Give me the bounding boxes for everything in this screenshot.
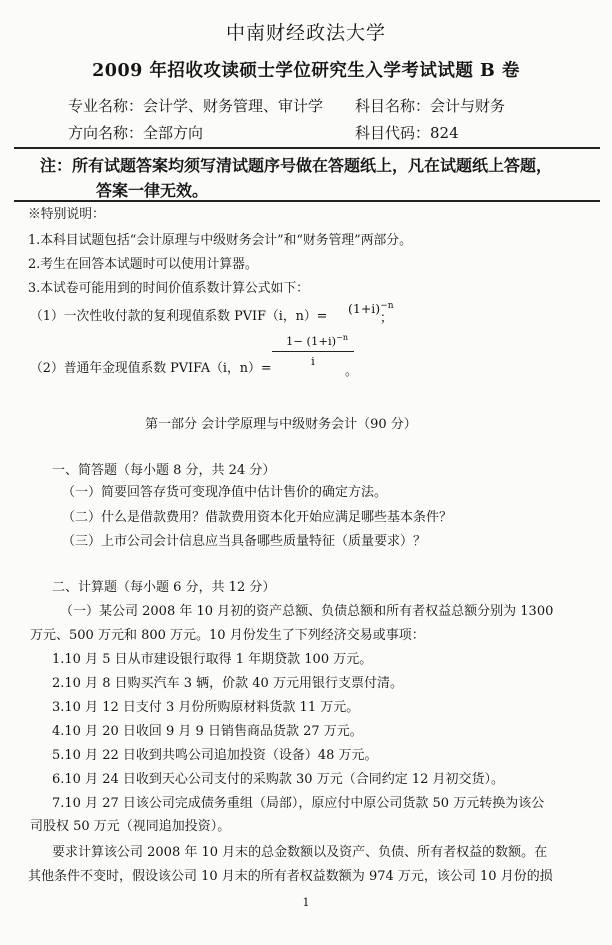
formula2-label: （2）普通年金现值系数 PVIFA（i，n）= [30,361,272,376]
q1-item: 1.10 月 5 日从市建设银行取得 1 年期贷款 100 万元。 [52,652,373,667]
instructions-title: ※特别说明： [28,207,105,222]
instruction-item: 3.本试卷可能用到的时间价值系数计算公式如下： [28,281,309,296]
q1-item: 2.10 月 8 日购买汽车 3 辆，价款 40 万元用银行支票付清。 [52,676,403,691]
q1-item: 3.10 月 12 日支付 3 月份所购原材料货款 11 万元。 [52,700,360,715]
page-number: 1 [302,896,310,909]
q1-item: 4.10 月 20 日收回 9 月 9 日销售商品货款 27 万元。 [52,724,363,739]
formula1-end: ； [380,311,393,326]
q1-requirement-line2: 其他条件不变时，假设该公司 10 月末的所有者权益数额为 974 万元，该公司 10 月份的损 [28,869,553,884]
formula1-exponent: −n [380,301,394,311]
q1-requirement-line1: 要求计算该公司 2008 年 10 月末的总金数额以及资产、负债、所有者权益的数额。在 [52,845,548,860]
instruction-item: 1.本科目试题包括“会计原理与中级财务会计”和“财务管理”两部分。 [28,233,412,248]
formula2-denominator: i [311,354,315,368]
university-name: 中南财经政法大学 [225,22,386,44]
formula2-numerator [272,333,362,348]
section1-question: （二）什么是借款费用？借款费用资本化开始应满足哪些基本条件？ [62,510,453,525]
part1-title: 第一部分 会计学原理与中级财务会计（90 分） [145,417,417,432]
notice-top-rule [14,147,600,149]
formula2-num-base: 1− (1+i) [285,333,337,348]
formula2-end: 。 [345,364,358,379]
section2-title: 二、计算题（每小题 6 分，共 12 分） [52,580,276,595]
formula1-label: （1）一次性收付款的复利现值系数 PVIF（i，n）= [30,309,328,324]
q1-item: 5.10 月 22 日收到共鸣公司追加投资（设备）48 万元。 [52,748,378,763]
q1-item7-line2: 司股权 50 万元（视同追加投资）。 [30,819,231,834]
q1-intro-line1: （一）某公司 2008 年 10 月初的资产总额、负债总额和所有者权益总额分别为 1300 [60,604,554,619]
major-label: 专业名称：会计学、财务管理、审计学 [68,97,324,115]
section1-question: （三）上市公司会计信息应当具备哪些质量特征（质量要求）？ [62,534,427,549]
notice-line-1: 注：所有试题答案均须写清试题序号做在答题纸上，凡在试题纸上答题， [40,156,553,175]
q1-item: 6.10 月 24 日收到天心公司支付的采购款 30 万元（合同约定 12 月初交货）。 [52,772,504,787]
formula1-base: (1+i) [348,301,381,317]
section1-title: 一、简答题（每小题 8 分，共 24 分） [52,463,276,478]
notice-bottom-rule [14,200,600,202]
formula2-num-exponent: −n [336,333,349,342]
subject-code: 科目代码：824 [355,124,459,142]
notice-line-2: 答案一律无效。 [96,181,209,200]
q1-item: 7.10 月 27 日该公司完成债务重组（局部），原应付中原公司货款 50 万元转换为该公 [52,796,545,811]
formula2-fraction-bar [272,351,354,352]
q1-intro-line2: 万元、500 万元和 800 万元。10 月份发生了下列经济交易或事项： [30,628,425,643]
subject-name: 科目名称：会计与财务 [355,97,506,115]
direction-label: 方向名称：全部方向 [68,124,204,142]
instruction-item: 2.考生在回答本试题时可以使用计算器。 [28,257,258,272]
exam-title: 2009 年招收攻读硕士学位研究生入学考试试题 B 卷 [92,61,520,81]
section1-question: （一）简要回答存货可变现净值中估计售价的确定方法。 [62,485,388,500]
